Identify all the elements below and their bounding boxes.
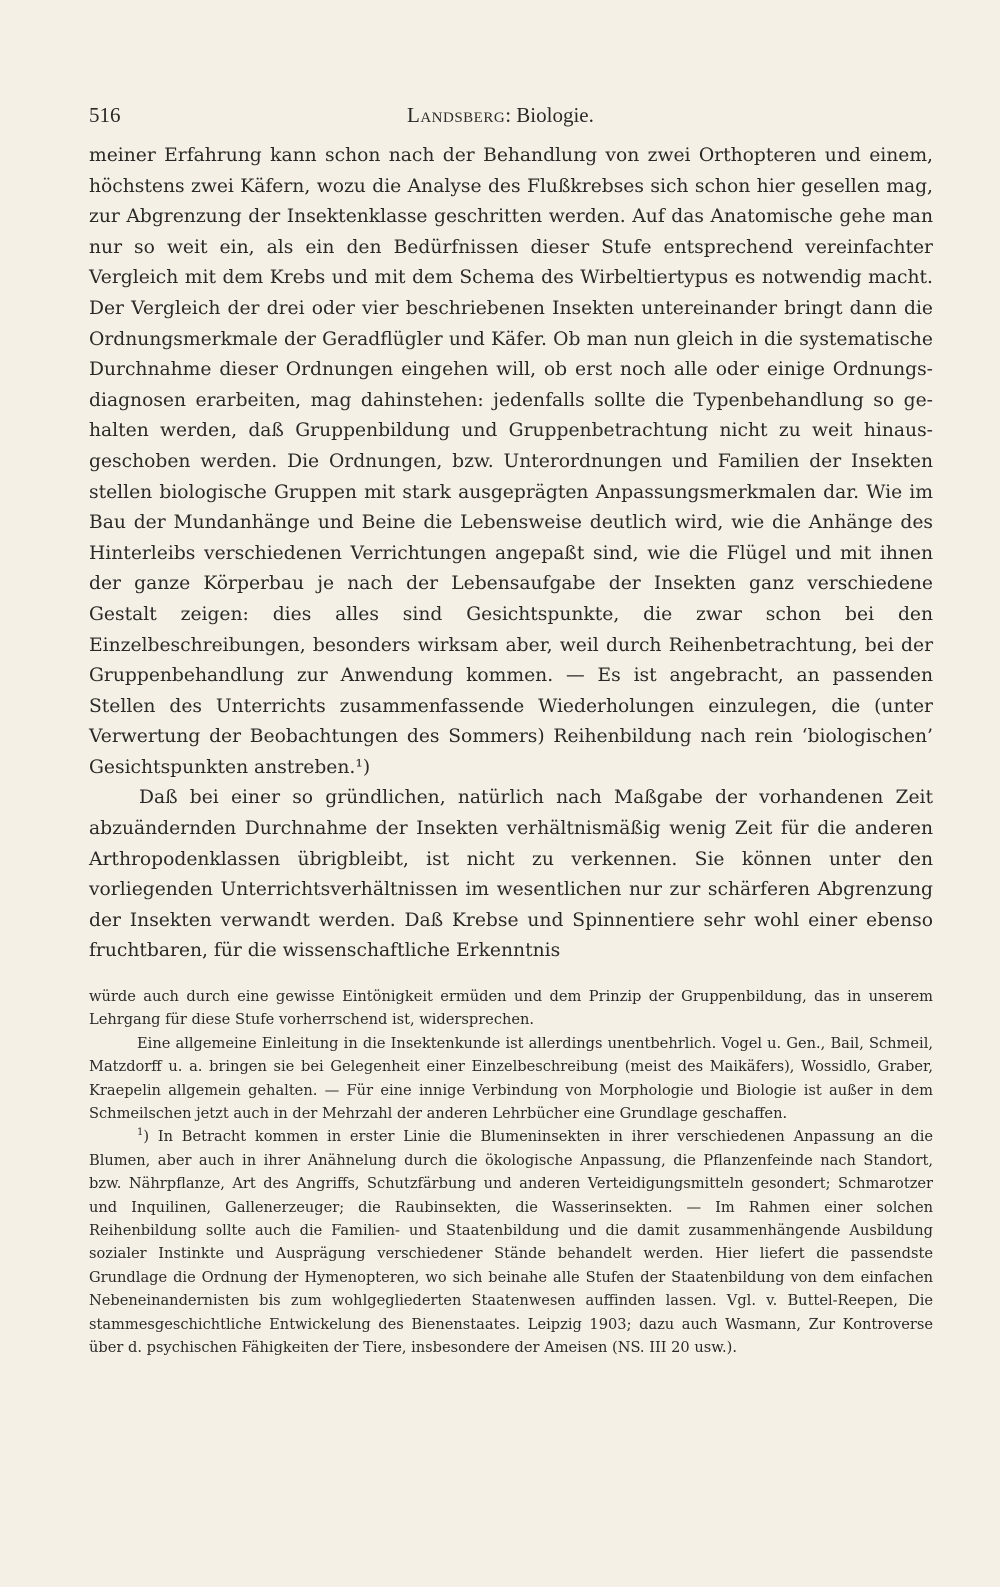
footnote-paragraph: Eine allgemeine Einleitung in die Insektenkunde ist allerdings unentbehrlich. Vogel u. Gen., Bail, Schmeil, Matzdorff u. a. bringen sie bei Gelegenheit einer Einzelbeschreibung (meist des Maikäfers), Wossidlo, Graber, Kraepelin allgemein gehalten. — Für eine innige Verbindung von Morphologie und Biologie ist außer in dem Schmeilschen jetzt auch in der Mehrzahl der anderen Lehrbücher eine Grundlage geschaffen. <box>89 1034 933 1123</box>
body-paragraph: meiner Erfahrung kann schon nach der Behandlung von zwei Orthopteren und einem, höchstens zwei Käfern, wozu die Analyse des Flußkrebses sich schon hier gesellen mag, zur Abgrenzung der Insektenklasse geschritten werden. Auf das Anatomische gehe man nur so weit ein, als ein den Bedürfnissen dieser Stufe entsprechend vereinfachter Vergleich mit dem Krebs und mit dem Schema des Wirbeltiertypus es notwendig macht. Der Vergleich der drei oder vier beschriebenen Insekten untereinander bringt dann die Ordnungsmerkmale der Geradflügler und Käfer. Ob man nun gleich in die systematische Durchnahme dieser Ordnungen eingehen will, ob erst noch alle oder einige Ordnungsdiagnosen erarbeiten, mag dahinstehen: jedenfalls sollte die Typenbehandlung so gehalten werden, daß Gruppenbildung und Gruppenbetrachtung nicht zu weit hinausgeschoben werden. Die Ordnungen, bzw. Unterordnungen und Familien der Insekten stellen biologische Gruppen mit stark ausgeprägten Anpassungsmerkmalen dar. Wie im Bau der Mundanhänge und Beine die Lebensweise deutlich wird, wie die Anhänge des Hinterleibs verschiedenen Verrichtungen angepaßt sind, wie die Flügel und mit ihnen der ganze Körperbau je nach der Lebensaufgabe der Insekten ganz verschiedene Gestalt zeigen: dies alles sind Gesichtspunkte, die zwar schon bei den Einzelbeschreibungen, besonders wirksam aber, weil durch Reihenbetrachtung, bei der Gruppenbehandlung zur Anwendung kommen. — Es ist angebracht, an passenden Stellen des Unterrichts zusammenfassende Wiederholungen einzulegen, die (unter Verwertung der Beobachtungen des Sommers) Reihenbildung nach rein ‘biologischen’ Gesichtspunkten anstreben.¹) <box>89 145 933 778</box>
running-head <box>89 103 933 131</box>
running-head-author: Landsberg <box>407 103 506 127</box>
footnote-continuation: würde auch durch eine gewisse Eintönigkeit ermüden und dem Prinzip der Gruppenbildung, das in unserem Lehrgang für diese Stufe vorherrschend ist, widersprechen. <box>89 988 933 1029</box>
book-page <box>89 0 933 1587</box>
footnote-1 <box>89 1125 933 1359</box>
footnote-marker: 1 <box>137 1127 144 1139</box>
running-head-subject: Biologie. <box>516 103 594 127</box>
page-number: 516 <box>89 103 121 127</box>
running-title <box>407 103 594 128</box>
footnotes <box>89 985 933 1360</box>
main-text <box>89 141 933 967</box>
running-head-separator: : <box>505 103 517 127</box>
body-paragraph: Daß bei einer so gründlichen, natürlich nach Maßgabe der vorhandenen Zeit abzuändernden Durchnahme der Insekten verhältnismäßig wenig Zeit für die anderen Arthropodenklassen übrigbleibt, ist nicht zu verkennen. Sie können unter den vorliegenden Unterrichtsverhältnissen im wesentlichen nur zur schärferen Abgrenzung der Insekten verwandt werden. Daß Krebse und Spinnentiere sehr wohl einer ebenso fruchtbaren, für die wissenschaftliche Erkenntnis <box>89 787 933 962</box>
footnote-1-text: ) In Betracht kommen in erster Linie die Blumeninsekten in ihrer verschiedenen Anpassung an die Blumen, aber auch in ihrer Anähnelung durch die ökologische Anpassung, die Pflanzenfeinde nach Standort, bzw. Nährpflanze, Art des Angriffs, Schutzfärbung und anderen Verteidigungsmitteln gesondert; Schmarotzer und Inquilinen, Gallenerzeuger; die Raubinsekten, die Wasserinsekten. — Im Rahmen einer solchen Reihenbildung sollte auch die Familien- und Staatenbildung und die damit zusammenhängende Ausbildung sozialer Instinkte und Ausprägung verschiedener Stände behandelt werden. Hier liefert die passendste Grundlage die Ordnung der Hymenopteren, wo sich beinahe alle Stufen der Staatenbildung von dem einfachen Nebeneinandernisten bis zum wohlgegliederten Staatenwesen auffinden lassen. Vgl. v. Buttel-Reepen, Die stammesgeschichtliche Entwickelung des Bienenstaates. Leipzig 1903; dazu auch Wasmann, Zur Kontroverse über d. psychischen Fähigkeiten der Tiere, insbesondere der Ameisen (NS. III 20 usw.). <box>89 1128 933 1357</box>
